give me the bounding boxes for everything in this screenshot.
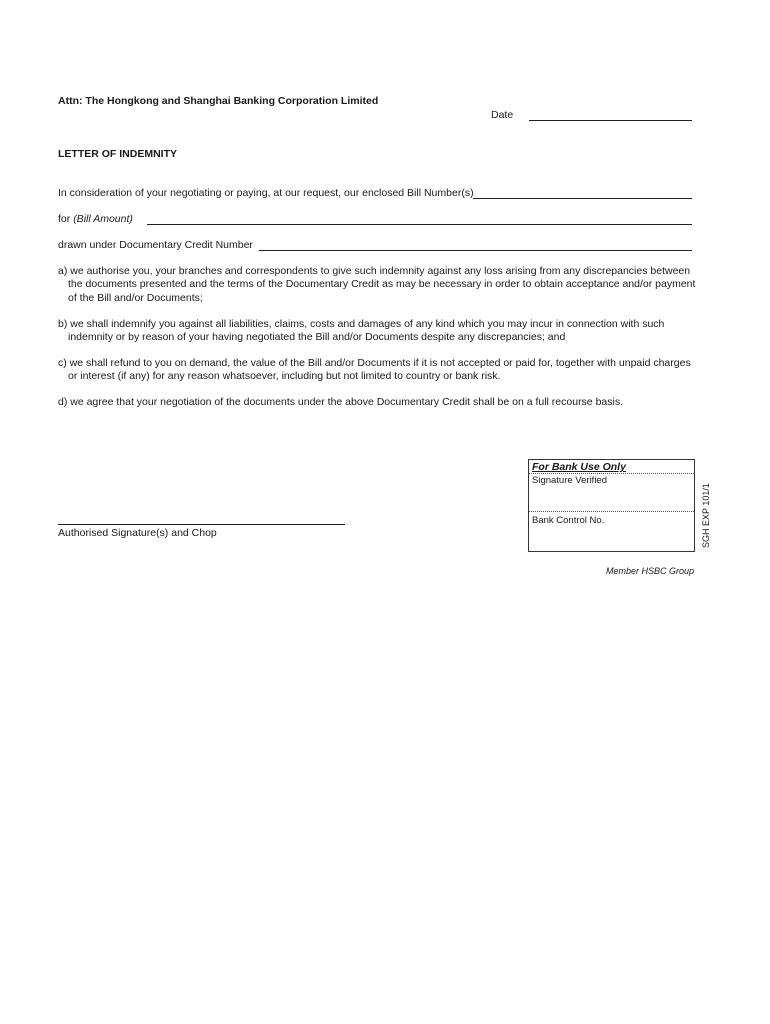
credit-number-field-line[interactable] xyxy=(259,250,692,251)
clause-a xyxy=(58,265,698,305)
drawn-under-text: drawn under Documentary Credit Number xyxy=(58,239,253,251)
clause-c xyxy=(58,357,698,384)
signature-label: Authorised Signature(s) and Chop xyxy=(58,527,217,539)
bill-amount-field-line[interactable] xyxy=(147,224,692,225)
bill-amount-label: (Bill Amount) xyxy=(73,213,133,225)
date-label: Date xyxy=(491,109,514,121)
clause-b-line-1: b) we shall indemnify you against all liabilities, claims, costs and damages of any kind which you may incur in connection with such xyxy=(58,318,665,330)
clause-d: d) we agree that your negotiation of the documents under the above Documentary Credit shall be on a full recourse basis. xyxy=(58,396,623,408)
page-title: LETTER OF INDEMNITY xyxy=(58,148,177,160)
bank-box-divider xyxy=(529,511,694,512)
signature-line[interactable] xyxy=(58,524,345,525)
bank-use-box xyxy=(528,459,695,552)
clause-c-line-2: or interest (if any) for any reason whatsoever, including but not limited to country or bank risk. xyxy=(68,370,501,383)
date-field-line[interactable] xyxy=(529,120,692,121)
bank-use-header: For Bank Use Only xyxy=(532,461,626,473)
clause-b xyxy=(58,318,698,345)
bank-control-label: Bank Control No. xyxy=(532,515,605,526)
for-row xyxy=(58,213,133,225)
for-prefix: for xyxy=(58,213,71,225)
consideration-text: In consideration of your negotiating or paying, at our request, our enclosed Bill Number(s) xyxy=(58,187,474,199)
signature-verified-label: Signature Verified xyxy=(532,475,607,486)
bill-number-field-line[interactable] xyxy=(473,198,692,199)
clause-a-line-2: the documents presented and the terms of the Documentary Credit as may be necessary in order to obtain acceptance and/or payment xyxy=(68,278,696,291)
clause-b-line-2: indemnity or by reason of your having negotiated the Bill and/or Documents despite any discrepancies; and xyxy=(68,331,566,344)
clause-c-line-1: c) we shall refund to you on demand, the value of the Bill and/or Documents if it is not accepted or paid for, together with unpaid charges xyxy=(58,357,691,369)
attn-line: Attn: The Hongkong and Shanghai Banking Corporation Limited xyxy=(58,95,379,107)
form-code: SGH EXP 101/1 xyxy=(701,483,711,548)
clause-a-line-3: of the Bill and/or Documents; xyxy=(68,291,203,304)
clause-a-line-1: a) we authorise you, your branches and correspondents to give such indemnity against any loss arising from any discrepancies between xyxy=(58,265,691,277)
member-label: Member HSBC Group xyxy=(606,566,695,576)
